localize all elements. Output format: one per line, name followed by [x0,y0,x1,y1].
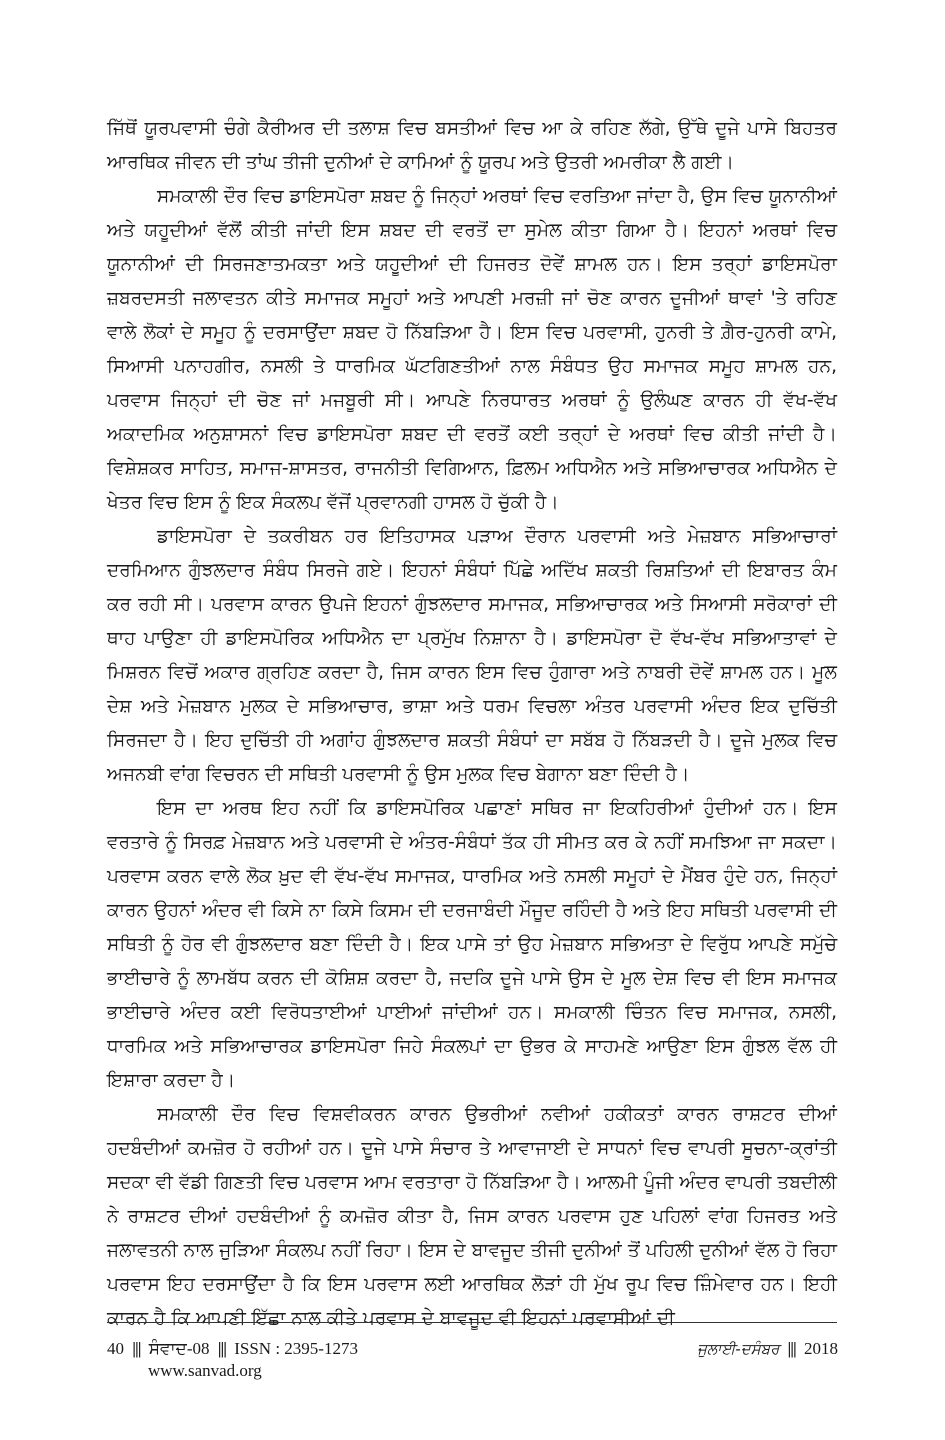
footer-divider [107,1322,837,1323]
issn: ISSN : 2395-1273 [234,1339,358,1358]
journal-issue: ਸੰਵਾਦ-08 [148,1339,210,1358]
paragraph-4: ਇਸ ਦਾ ਅਰਥ ਇਹ ਨਹੀਂ ਕਿ ਡਾਇਸਪੋਰਿਕ ਪਛਾਣਾਂ ਸਥਿਰ ਜਾ ਇਕਹਿਰੀਆਂ ਹੁੰਦੀਆਂ ਹਨ। ਇਸ ਵਰਤਾਰੇ ਨੂੰ ਸਿਰਫ਼ ਮੇਜ਼ਬਾਨ ਅਤੇ ਪਰਵਾਸੀ ਦੇ ਅੰਤਰ-ਸੰਬੰਧਾਂ ਤੱਕ ਹੀ ਸੀਮਤ ਕਰ ਕੇ ਨਹੀਂ ਸਮਝਿਆ ਜਾ ਸਕਦਾ। ਪਰਵਾਸ ਕਰਨ ਵਾਲੇ ਲੋਕ ਖ਼ੁਦ ਵੀ ਵੱਖ-ਵੱਖ ਸਮਾਜਕ, ਧਾਰਮਿਕ ਅਤੇ ਨਸਲੀ ਸਮੂਹਾਂ ਦੇ ਮੈਂਬਰ ਹੁੰਦੇ ਹਨ, ਜਿਨ੍ਹਾਂ ਕਾਰਨ ਉਹਨਾਂ ਅੰਦਰ ਵੀ ਕਿਸੇ ਨਾ ਕਿਸੇ ਕਿਸਮ ਦੀ ਦਰਜਾਬੰਦੀ ਮੌਜੂਦ ਰਹਿੰਦੀ ਹੈ ਅਤੇ ਇਹ ਸਥਿਤੀ ਪਰਵਾਸੀ ਦੀ ਸਥਿਤੀ ਨੂੰ ਹੋਰ ਵੀ ਗੁੰਝਲਦਾਰ ਬਣਾ ਦਿੰਦੀ ਹੈ। ਇਕ ਪਾਸੇ ਤਾਂ ਉਹ ਮੇਜ਼ਬਾਨ ਸਭਿਅਤਾ ਦੇ ਵਿਰੁੱਧ ਆਪਣੇ ਸਮੁੱਚੇ ਭਾਈਚਾਰੇ ਨੂੰ ਲਾਮਬੱਧ ਕਰਨ ਦੀ ਕੋਸ਼ਿਸ਼ ਕਰਦਾ ਹੈ, ਜਦਕਿ ਦੂਜੇ ਪਾਸੇ ਉਸ ਦੇ ਮੂਲ ਦੇਸ਼ ਵਿਚ ਵੀ ਇਸ ਸਮਾਜਕ ਭਾਈਚਾਰੇ ਅੰਦਰ ਕਈ ਵਿਰੋਧਤਾਈਆਂ ਪਾਈਆਂ ਜਾਂਦੀਆਂ ਹਨ। ਸਮਕਾਲੀ ਚਿੰਤਨ ਵਿਚ ਸਮਾਜਕ, ਨਸਲੀ, ਧਾਰਮਿਕ ਅਤੇ ਸਭਿਆਚਾਰਕ ਡਾਇਸਪੋਰਾ ਜਿਹੇ ਸੰਕਲਪਾਂ ਦਾ ਉਭਰ ਕੇ ਸਾਹਮਣੇ ਆਉਣਾ ਇਸ ਗੁੰਝਲ ਵੱਲ ਹੀ ਇਸ਼ਾਰਾ ਕਰਦਾ ਹੈ। [107,798,838,1091]
issue-year: 2018 [804,1339,838,1358]
paragraph-2: ਸਮਕਾਲੀ ਦੌਰ ਵਿਚ ਡਾਇਸਪੋਰਾ ਸ਼ਬਦ ਨੂੰ ਜਿਨ੍ਹਾਂ ਅਰਥਾਂ ਵਿਚ ਵਰਤਿਆ ਜਾਂਦਾ ਹੈ, ਉਸ ਵਿਚ ਯੂਨਾਨੀਆਂ ਅਤੇ ਯਹੂਦੀਆਂ ਵੱਲੋਂ ਕੀਤੀ ਜਾਂਦੀ ਇਸ ਸ਼ਬਦ ਦੀ ਵਰਤੋਂ ਦਾ ਸੁਮੇਲ ਕੀਤਾ ਗਿਆ ਹੈ। ਇਹਨਾਂ ਅਰਥਾਂ ਵਿਚ ਯੂਨਾਨੀਆਂ ਦੀ ਸਿਰਜਣਾਤਮਕਤਾ ਅਤੇ ਯਹੂਦੀਆਂ ਦੀ ਹਿਜਰਤ ਦੋਵੇਂ ਸ਼ਾਮਲ ਹਨ। ਇਸ ਤਰ੍ਹਾਂ ਡਾਇਸਪੋਰਾ ਜ਼ਬਰਦਸਤੀ ਜਲਾਵਤਨ ਕੀਤੇ ਸਮਾਜਕ ਸਮੂਹਾਂ ਅਤੇ ਆਪਣੀ ਮਰਜ਼ੀ ਜਾਂ ਚੋਣ ਕਾਰਨ ਦੂਜੀਆਂ ਥਾਵਾਂ 'ਤੇ ਰਹਿਣ ਵਾਲੇ ਲੋਕਾਂ ਦੇ ਸਮੂਹ ਨੂੰ ਦਰਸਾਉਂਦਾ ਸ਼ਬਦ ਹੋ ਨਿੱਬੜਿਆ ਹੈ। ਇਸ ਵਿਚ ਪਰਵਾਸੀ, ਹੁਨਰੀ ਤੇ ਗ਼ੈਰ-ਹੁਨਰੀ ਕਾਮੇ, ਸਿਆਸੀ ਪਨਾਹਗੀਰ, ਨਸਲੀ ਤੇ ਧਾਰਮਿਕ ਘੱਟਗਿਣਤੀਆਂ ਨਾਲ ਸੰਬੰਧਤ ਉਹ ਸਮਾਜਕ ਸਮੂਹ ਸ਼ਾਮਲ ਹਨ, ਪਰਵਾਸ ਜਿਨ੍ਹਾਂ ਦੀ ਚੋਣ ਜਾਂ ਮਜਬੂਰੀ ਸੀ। ਆਪਣੇ ਨਿਰਧਾਰਤ ਅਰਥਾਂ ਨੂੰ ਉਲੰਘਣ ਕਾਰਨ ਹੀ ਵੱਖ-ਵੱਖ ਅਕਾਦਮਿਕ ਅਨੁਸ਼ਾਸਨਾਂ ਵਿਚ ਡਾਇਸਪੋਰਾ ਸ਼ਬਦ ਦੀ ਵਰਤੋਂ ਕਈ ਤਰ੍ਹਾਂ ਦੇ ਅਰਥਾਂ ਵਿਚ ਕੀਤੀ ਜਾਂਦੀ ਹੈ। ਵਿਸ਼ੇਸ਼ਕਰ ਸਾਹਿਤ, ਸਮਾਜ-ਸ਼ਾਸਤਰ, ਰਾਜਨੀਤੀ ਵਿਗਿਆਨ, ਫ਼ਿਲਮ ਅਧਿਐਨ ਅਤੇ ਸਭਿਆਚਾਰਕ ਅਧਿਐਨ ਦੇ ਖੇਤਰ ਵਿਚ ਇਸ ਨੂੰ ਇਕ ਸੰਕਲਪ ਵੱਜੋਂ ਪ੍ਰਵਾਨਗੀ ਹਾਸਲ ਹੋ ਚੁੱਕੀ ਹੈ। [107,186,837,513]
paragraph-1: ਜਿੱਥੋਂ ਯੂਰਪਵਾਸੀ ਚੰਗੇ ਕੈਰੀਅਰ ਦੀ ਤਲਾਸ਼ ਵਿਚ ਬਸਤੀਆਂ ਵਿਚ ਆ ਕੇ ਰਹਿਣ ਲੱਗੇ, ਉੱਥੇ ਦੂਜੇ ਪਾਸੇ ਬਿਹਤਰ ਆਰਥਿਕ ਜੀਵਨ ਦੀ ਤਾਂਘ ਤੀਜੀ ਦੁਨੀਆਂ ਦੇ ਕਾਮਿਆਂ ਨੂੰ ਯੂਰਪ ਅਤੇ ਉਤਰੀ ਅਮਰੀਕਾ ਲੈ ਗਈ। [107,118,837,173]
footer-right [697,1339,838,1359]
separator-bars: ||| [132,1339,141,1358]
paragraph-3: ਡਾਇਸਪੋਰਾ ਦੇ ਤਕਰੀਬਨ ਹਰ ਇਤਿਹਾਸਕ ਪੜਾਅ ਦੌਰਾਨ ਪਰਵਾਸੀ ਅਤੇ ਮੇਜ਼ਬਾਨ ਸਭਿਆਚਾਰਾਂ ਦਰਮਿਆਨ ਗੁੰਝਲਦਾਰ ਸੰਬੰਧ ਸਿਰਜੇ ਗਏ। ਇਹਨਾਂ ਸੰਬੰਧਾਂ ਪਿੱਛੇ ਅਦਿੱਖ ਸ਼ਕਤੀ ਰਿਸ਼ਤਿਆਂ ਦੀ ਇਬਾਰਤ ਕੰਮ ਕਰ ਰਹੀ ਸੀ। ਪਰਵਾਸ ਕਾਰਨ ਉਪਜੇ ਇਹਨਾਂ ਗੁੰਝਲਦਾਰ ਸਮਾਜਕ, ਸਭਿਆਚਾਰਕ ਅਤੇ ਸਿਆਸੀ ਸਰੋਕਾਰਾਂ ਦੀ ਥਾਹ ਪਾਉਣਾ ਹੀ ਡਾਇਸਪੋਰਿਕ ਅਧਿਐਨ ਦਾ ਪ੍ਰਮੁੱਖ ਨਿਸ਼ਾਨਾ ਹੈ। ਡਾਇਸਪੋਰਾ ਦੋ ਵੱਖ-ਵੱਖ ਸਭਿਆਤਾਵਾਂ ਦੇ ਮਿਸ਼ਰਨ ਵਿਚੋਂ ਅਕਾਰ ਗ੍ਰਹਿਣ ਕਰਦਾ ਹੈ, ਜਿਸ ਕਾਰਨ ਇਸ ਵਿਚ ਹੁੰਗਾਰਾ ਅਤੇ ਨਾਬਰੀ ਦੋਵੇਂ ਸ਼ਾਮਲ ਹਨ। ਮੂਲ ਦੇਸ਼ ਅਤੇ ਮੇਜ਼ਬਾਨ ਮੁਲਕ ਦੇ ਸਭਿਆਚਾਰ, ਭਾਸ਼ਾ ਅਤੇ ਧਰਮ ਵਿਚਲਾ ਅੰਤਰ ਪਰਵਾਸੀ ਅੰਦਰ ਇਕ ਦੁਚਿੱਤੀ ਸਿਰਜਦਾ ਹੈ। ਇਹ ਦੁਚਿੱਤੀ ਹੀ ਅਗਾਂਹ ਗੁੰਝਲਦਾਰ ਸ਼ਕਤੀ ਸੰਬੰਧਾਂ ਦਾ ਸਬੱਬ ਹੋ ਨਿੱਬੜਦੀ ਹੈ। ਦੂਜੇ ਮੁਲਕ ਵਿਚ ਅਜਨਬੀ ਵਾਂਗ ਵਿਚਰਨ ਦੀ ਸਥਿਤੀ ਪਰਵਾਸੀ ਨੂੰ ਉਸ ਮੁਲਕ ਵਿਚ ਬੇਗਾਨਾ ਬਣਾ ਦਿੰਦੀ ਹੈ। [107,526,837,785]
website-link[interactable]: www.sanvad.org [148,1361,262,1380]
separator-bars: ||| [787,1339,796,1358]
issue-period: ਜੁਲਾਈ-ਦਸੰਬਰ [697,1340,780,1358]
paragraph-5: ਸਮਕਾਲੀ ਦੌਰ ਵਿਚ ਵਿਸ਼ਵੀਕਰਨ ਕਾਰਨ ਉਭਰੀਆਂ ਨਵੀਆਂ ਹਕੀਕਤਾਂ ਕਾਰਨ ਰਾਸ਼ਟਰ ਦੀਆਂ ਹਦਬੰਦੀਆਂ ਕਮਜ਼ੋਰ ਹੋ ਰਹੀਆਂ ਹਨ। ਦੂਜੇ ਪਾਸੇ ਸੰਚਾਰ ਤੇ ਆਵਾਜਾਈ ਦੇ ਸਾਧਨਾਂ ਵਿਚ ਵਾਪਰੀ ਸੂਚਨਾ-ਕ੍ਰਾਂਤੀ ਸਦਕਾ ਵੀ ਵੱਡੀ ਗਿਣਤੀ ਵਿਚ ਪਰਵਾਸ ਆਮ ਵਰਤਾਰਾ ਹੋ ਨਿੱਬੜਿਆ ਹੈ। ਆਲਮੀ ਪੂੰਜੀ ਅੰਦਰ ਵਾਪਰੀ ਤਬਦੀਲੀ ਨੇ ਰਾਸ਼ਟਰ ਦੀਆਂ ਹਦਬੰਦੀਆਂ ਨੂੰ ਕਮਜ਼ੋਰ ਕੀਤਾ ਹੈ, ਜਿਸ ਕਾਰਨ ਪਰਵਾਸ ਹੁਣ ਪਹਿਲਾਂ ਵਾਂਗ ਹਿਜਰਤ ਅਤੇ ਜਲਾਵਤਨੀ ਨਾਲ ਜੁੜਿਆ ਸੰਕਲਪ ਨਹੀਂ ਰਿਹਾ। ਇਸ ਦੇ ਬਾਵਜੂਦ ਤੀਜੀ ਦੁਨੀਆਂ ਤੋਂ ਪਹਿਲੀ ਦੁਨੀਆਂ ਵੱਲ ਹੋ ਰਿਹਾ ਪਰਵਾਸ ਇਹ ਦਰਸਾਉਂਦਾ ਹੈ ਕਿ ਇਸ ਪਰਵਾਸ ਲਈ ਆਰਥਿਕ ਲੋੜਾਂ ਹੀ ਮੁੱਖ ਰੂਪ ਵਿਚ ਜ਼ਿੰਮੇਵਾਰ ਹਨ। ਇਹੀ ਕਾਰਨ ਹੈ ਕਿ ਆਪਣੀ ਇੱਛਾ ਨਾਲ ਕੀਤੇ ਪਰਵਾਸ ਦੇ ਬਾਵਜੂਦ ਵੀ ਇਹਨਾਂ ਪਰਵਾਸੀਆਂ ਦੀ [107,1104,837,1329]
separator-bars: ||| [217,1339,226,1358]
page-number: 40 [107,1339,124,1358]
article-body [107,112,837,1336]
footer-left [107,1339,358,1359]
